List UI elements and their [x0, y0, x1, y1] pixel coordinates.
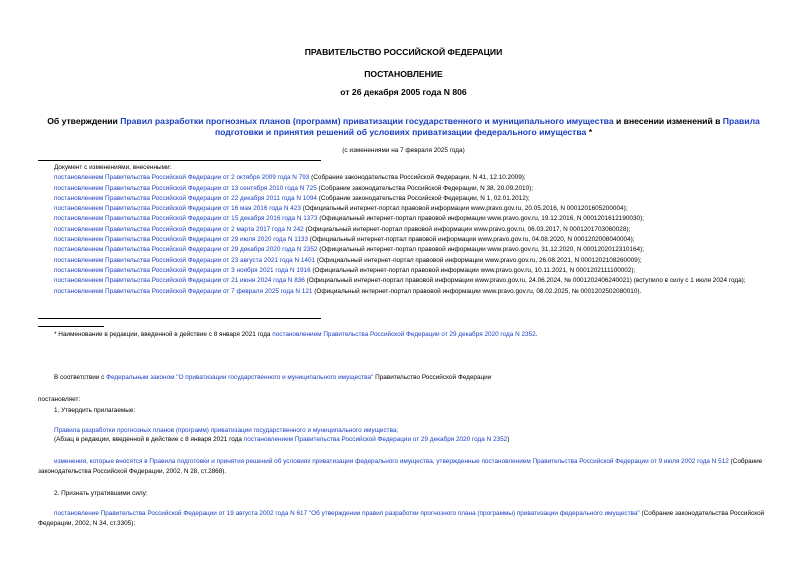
footnote: [54, 331, 774, 338]
amendment-link[interactable]: постановлением Правительства Российской Федерации от 16 мая 2016 года N 423: [54, 205, 301, 213]
amendment-source: (Официальный интернет-портал правовой информации www.pravo.gov.ru, 26.08.2021, N 0001202108260009);: [315, 256, 642, 264]
amendment-source: (Собрание законодательства Российской Федерации, N 41, 12.10.2009);: [309, 174, 526, 182]
title-privatization-rules-link[interactable]: Правила подготовки и принятия решений об условиях приватизации федерального имущества: [214, 116, 760, 137]
rules-note-link[interactable]: постановлением Правительства Российской Федерации от 29 декабря 2020 года N 2352: [243, 436, 508, 443]
amendment-link[interactable]: постановлением Правительства Российской Федерации от 3 ноября 2021 года N 1916: [54, 266, 311, 274]
repealed-source: (Собрание законодательства Российской Федерации, 2002, N 34, ст.3305);: [38, 510, 765, 527]
amendment-source: (Официальный интернет-портал правовой информации www.pravo.gov.ru, 08.02.2025, № 0001202502080010).: [312, 287, 642, 295]
list-item: [38, 194, 773, 204]
changes-source: (Собрание законодательства Российской Федерации, 2002, N 28, ст.2868).: [38, 458, 763, 475]
amendment-source: (Официальный интернет-портал правовой информации www.pravo.gov.ru, 19.12.2016, N 0001201612190030);: [317, 215, 645, 223]
amendment-link[interactable]: постановлением Правительства Российской Федерации от 2 октября 2009 года N 793: [54, 174, 310, 182]
list-item: [38, 287, 773, 297]
amendment-link[interactable]: постановлением Правительства Российской Федерации от 15 декабря 2016 года N 1373: [54, 215, 318, 223]
amendments-heading: Документ с изменениями, внесенными:: [54, 164, 172, 171]
amendment-link[interactable]: постановлением Правительства Российской Федерации от 22 декабря 2011 года N 1094: [54, 194, 317, 202]
amendment-source: (Официальный интернет-портал правовой информации www.pravo.gov.ru, 24.06.2024, № 0001202406240021) (вступило в силу с 1 июля 2024 года);: [304, 277, 746, 285]
amendment-source: (Официальный интернет-портал правовой информации www.pravo.gov.ru, 04.08.2020, N 0001202008040004);: [308, 236, 635, 244]
repealed-paragraph: [38, 509, 773, 529]
list-item: [38, 266, 773, 276]
amendment-link[interactable]: постановлением Правительства Российской Федерации от 23 августа 2021 года N 1401: [54, 256, 316, 264]
footnote-link[interactable]: постановлением Правительства Российской Федерации от 29 декабря 2020 года N 2352: [272, 331, 536, 338]
preamble-suffix: Правительство Российской Федерации: [373, 374, 492, 381]
resolves-clause: постановляет:: [38, 396, 81, 403]
rules-note-prefix: (Абзац в редакции, введенной в действие с 8 января 2021 года: [54, 436, 244, 443]
footnote-divider: [38, 326, 104, 327]
amendment-source: (Собрание законодательства Российской Федерации, N 1, 02.01.2012);: [316, 194, 530, 202]
amendment-source: (Официальный интернет-портал правовой информации www.pravo.gov.ru, 20.05.2016, N 0001201605200004);: [300, 205, 628, 213]
title-rules-link[interactable]: Правил разработки прогнозных планов (программ) приватизации государственного и муниципального имущества: [120, 116, 614, 126]
rules-edit-note: [38, 435, 773, 445]
amendment-link[interactable]: постановлением Правительства Российской Федерации от 21 июня 2024 года N 836: [54, 277, 305, 285]
document-type: ПОСТАНОВЛЕНИЕ: [364, 69, 443, 79]
list-item: [38, 173, 773, 183]
amendment-link[interactable]: постановлением Правительства Российской Федерации от 7 февраля 2025 года N 121: [54, 287, 313, 295]
changes-paragraph: [38, 457, 773, 477]
amendment-link[interactable]: постановлением Правительства Российской Федерации от 29 июля 2020 года N 1133: [54, 236, 308, 244]
revision-status: (с изменениями на 7 февраля 2025 года): [342, 147, 465, 154]
item-2: 2. Признать утратившими силу:: [54, 490, 148, 497]
divider-bottom: [38, 318, 321, 319]
issuing-authority: ПРАВИТЕЛЬСТВО РОССИЙСКОЙ ФЕДЕРАЦИИ: [304, 47, 503, 57]
amendment-source: (Официальный интернет-портал правовой информации www.pravo.gov.ru, 31.12.2020, N 0001202012310164);: [317, 246, 645, 254]
title-prefix: Об утверждении: [47, 116, 121, 126]
divider-top: [38, 160, 321, 161]
rules-note-end: ): [507, 436, 510, 443]
changes-link[interactable]: изменения, которые вносятся в Правила подготовки и принятия решений об условиях приватизации федерального имущества, утвержденные постановлением Правительства Российской Федерации от 9 июля 2002 года N 512: [54, 458, 729, 465]
amendment-source: (Официальный интернет-портал правовой информации www.pravo.gov.ru, 06.03.2017, N 0001201703060028);: [303, 225, 631, 233]
list-item: [38, 276, 773, 286]
footnote-end: .: [535, 331, 538, 338]
preamble-prefix: В соответствии с: [54, 374, 107, 381]
amendments-list: [38, 163, 773, 297]
rules-link[interactable]: Правила разработки прогнозных планов (программ) приватизации государственного и муниципального имущества;: [54, 427, 399, 434]
amendment-link[interactable]: постановлением Правительства Российской Федерации от 29 декабря 2020 года N 2352: [54, 246, 318, 254]
title-middle: и внесении изменений в: [613, 116, 723, 126]
list-item: [38, 214, 773, 224]
repealed-link[interactable]: постановление Правительства Российской Федерации от 19 августа 2002 года N 617 "Об утверждении правил разработки прогнозного плана (программы) приватизации федерального имущества": [54, 510, 640, 517]
document-date: от 26 декабря 2005 года N 806: [340, 87, 467, 97]
document-title: [40, 116, 767, 138]
amendment-link[interactable]: постановлением Правительства Российской Федерации от 13 сентября 2010 года N 725: [54, 184, 317, 192]
federal-law-link[interactable]: Федеральным законом "О приватизации государственного и муниципального имущества": [106, 374, 374, 381]
preamble: [38, 373, 773, 383]
list-item: [38, 204, 773, 214]
footnote-text: * Наименование в редакции, введенной в действие с 8 января 2021 года: [54, 331, 273, 338]
list-item: [38, 225, 773, 235]
amendment-link[interactable]: постановлением Правительства Российской Федерации от 2 марта 2017 года N 242: [54, 225, 304, 233]
list-item: [38, 245, 773, 255]
amendment-source: (Официальный интернет-портал правовой информации www.pravo.gov.ru, 10.11.2021, N 0001202111100002);: [310, 266, 636, 274]
list-item: [38, 184, 773, 194]
title-suffix: *: [586, 127, 593, 137]
item-1: 1. Утвердить прилагаемые:: [54, 407, 136, 414]
amendment-source: (Собрание законодательства Российской Федерации, N 38, 20.09.2010);: [316, 184, 534, 192]
list-item: [38, 256, 773, 266]
list-item: [38, 235, 773, 245]
